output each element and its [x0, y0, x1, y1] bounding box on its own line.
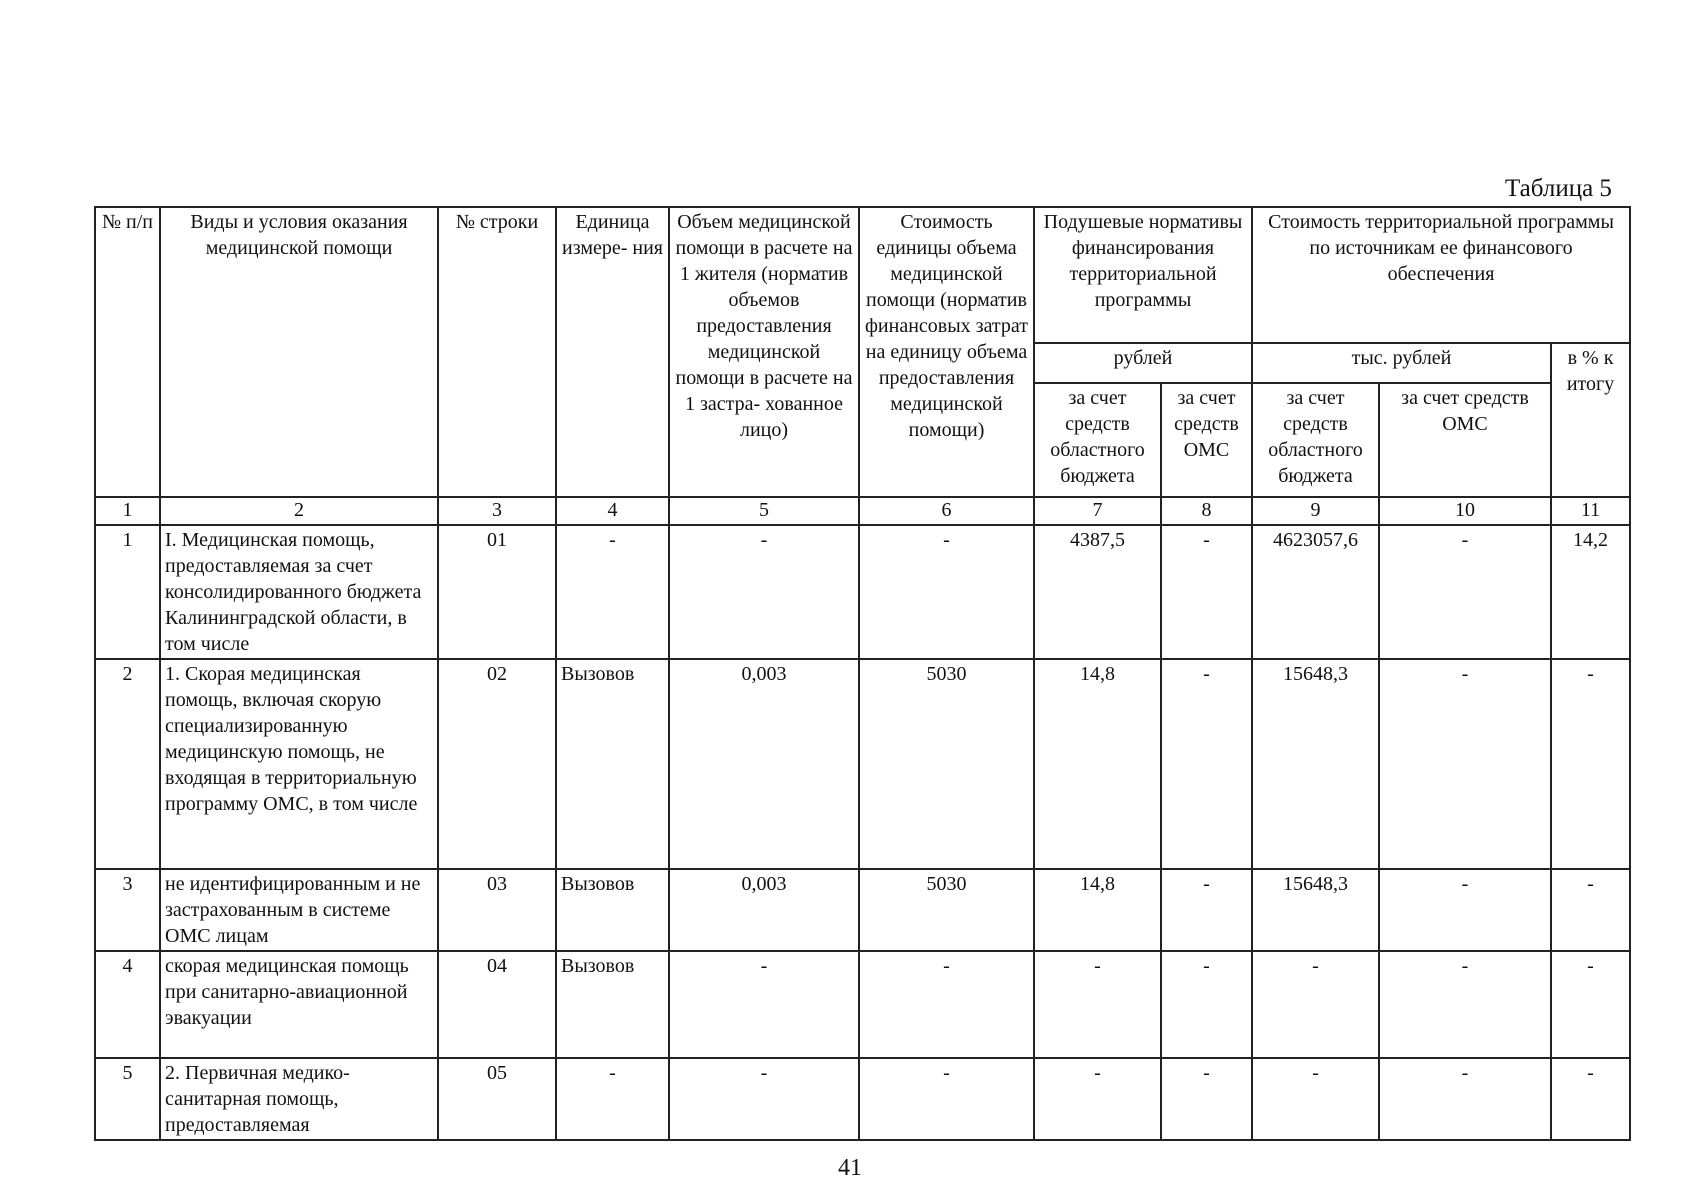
cell-volume: - [669, 1058, 859, 1140]
table-row [95, 951, 1630, 1058]
cell-per-capita-oms: - [1161, 659, 1252, 869]
cell-per-capita-budget: 4387,5 [1034, 525, 1161, 659]
cell-volume: - [669, 525, 859, 659]
column-number: 2 [160, 497, 438, 525]
column-number: 11 [1551, 497, 1630, 525]
cell-name: скорая медицинская помощь при санитарно-авиационной эвакуации [160, 951, 438, 1058]
column-number: 3 [438, 497, 556, 525]
cell-per-capita-oms: - [1161, 1058, 1252, 1140]
cell-cost-oms: - [1379, 869, 1551, 951]
header-regional-budget: за счет средств областного бюджета [1034, 383, 1161, 497]
cell-n: 1 [95, 525, 160, 659]
header-oms-thousand: за счет средств ОМС [1379, 383, 1551, 497]
header-line-number: № строки [438, 207, 556, 497]
column-number: 5 [669, 497, 859, 525]
table-row [95, 659, 1630, 869]
column-number-row [95, 497, 1630, 525]
table-caption: Таблица 5 [1505, 175, 1612, 202]
cell-cost-oms: - [1379, 525, 1551, 659]
cell-cost-oms: - [1379, 1058, 1551, 1140]
header-unit: Единица измере- ния [556, 207, 669, 497]
column-number: 7 [1034, 497, 1161, 525]
cell-unit: - [556, 1058, 669, 1140]
cell-cost: 5030 [859, 659, 1034, 869]
cell-cost-oms: - [1379, 659, 1551, 869]
column-number: 8 [1161, 497, 1252, 525]
page-number: 41 [838, 1155, 862, 1181]
cell-name: I. Медицинская помощь, предоставляемая за счет консолидированного бюджета Калининградской области, в том числе [160, 525, 438, 659]
cell-percent: - [1551, 951, 1630, 1058]
cell-volume: 0,003 [669, 659, 859, 869]
header-kinds: Виды и условия оказания медицинской помощи [160, 207, 438, 497]
table-row [95, 525, 1630, 659]
cell-per-capita-budget: 14,8 [1034, 869, 1161, 951]
cell-cost-budget: 15648,3 [1252, 869, 1379, 951]
cell-per-capita-budget: 14,8 [1034, 659, 1161, 869]
cell-per-capita-oms: - [1161, 869, 1252, 951]
column-number: 6 [859, 497, 1034, 525]
cell-percent: - [1551, 869, 1630, 951]
cell-per-capita-budget: - [1034, 951, 1161, 1058]
cell-cost-oms: - [1379, 951, 1551, 1058]
cell-percent: 14,2 [1551, 525, 1630, 659]
column-number: 4 [556, 497, 669, 525]
cell-cost: 5030 [859, 869, 1034, 951]
header-regional-budget-thousand: за счет средств областного бюджета [1252, 383, 1379, 497]
cell-cost-budget: - [1252, 951, 1379, 1058]
cell-percent: - [1551, 1058, 1630, 1140]
cell-percent: - [1551, 659, 1630, 869]
column-number: 9 [1252, 497, 1379, 525]
column-number: 10 [1379, 497, 1551, 525]
table-row [95, 1058, 1630, 1140]
cell-cost: - [859, 951, 1034, 1058]
header-row [95, 207, 1630, 343]
header-oms: за счет средств ОМС [1161, 383, 1252, 497]
cell-unit: Вызовов [556, 869, 669, 951]
header-unit-cost: Стоимость единицы объема медицинской помощи (норматив финансовых затрат на единицу объема предоставления медицинской помощи) [859, 207, 1034, 497]
header-n: № п/п [95, 207, 160, 497]
header-percent: в % к итогу [1551, 343, 1630, 497]
cell-volume: - [669, 951, 859, 1058]
cell-unit: Вызовов [556, 951, 669, 1058]
cell-cost: - [859, 525, 1034, 659]
header-per-capita: Подушевые нормативы финансирования территориальной программы [1034, 207, 1252, 343]
budget-table [94, 206, 1631, 1141]
cell-volume: 0,003 [669, 869, 859, 951]
cell-name: 2. Первичная медико-санитарная помощь, предоставляемая [160, 1058, 438, 1140]
cell-per-capita-oms: - [1161, 525, 1252, 659]
cell-unit: - [556, 525, 669, 659]
cell-n: 3 [95, 869, 160, 951]
cell-per-capita-oms: - [1161, 951, 1252, 1058]
cell-cost-budget: 4623057,6 [1252, 525, 1379, 659]
header-rubles: рублей [1034, 343, 1252, 383]
cell-name: не идентифицированным и не застрахованным в системе ОМС лицам [160, 869, 438, 951]
cell-n: 5 [95, 1058, 160, 1140]
cell-line: 04 [438, 951, 556, 1058]
header-program-cost: Стоимость территориальной программы по источникам ее финансового обеспечения [1252, 207, 1630, 343]
cell-n: 4 [95, 951, 160, 1058]
header-volume: Объем медицинской помощи в расчете на 1 жителя (норматив объемов предоставления медицинской помощи в расчете на 1 застра- хованное лицо) [669, 207, 859, 497]
cell-line: 02 [438, 659, 556, 869]
cell-cost-budget: - [1252, 1058, 1379, 1140]
table-row [95, 869, 1630, 951]
cell-line: 01 [438, 525, 556, 659]
cell-name: 1. Скорая медицинская помощь, включая скорую специализированную медицинскую помощь, не входящая в территориальную программу ОМС, в том числе [160, 659, 438, 869]
cell-per-capita-budget: - [1034, 1058, 1161, 1140]
cell-cost-budget: 15648,3 [1252, 659, 1379, 869]
cell-unit: Вызовов [556, 659, 669, 869]
cell-line: 03 [438, 869, 556, 951]
cell-line: 05 [438, 1058, 556, 1140]
cell-n: 2 [95, 659, 160, 869]
header-thousand-rubles: тыс. рублей [1252, 343, 1551, 383]
column-number: 1 [95, 497, 160, 525]
cell-cost: - [859, 1058, 1034, 1140]
